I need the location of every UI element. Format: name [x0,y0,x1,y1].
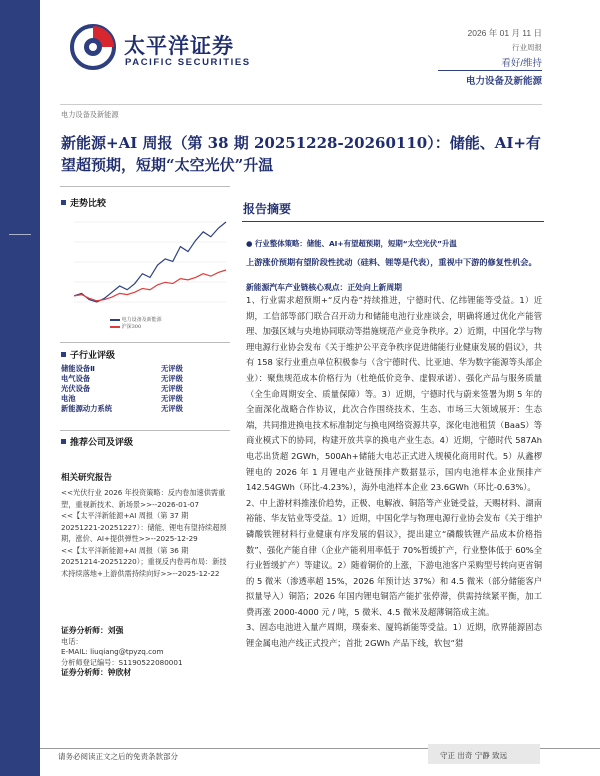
trend-chart [64,212,232,332]
header-divider [438,70,542,71]
footer-disclaimer: 请务必阅读正文之后的免责条款部分 [58,752,178,761]
rating-label: 看好/维持 [501,58,542,69]
sub-rating-name: 电池 [61,394,76,403]
related-report-link[interactable]: <<【太平洋新能源+AI 周报（第 36 期 20251214-20251220）；重视反内卷再布局：新技术持续落地+上游供需持续向好>>--2025-12-22 [61,545,227,578]
logo-mark-icon [70,24,116,70]
sub-rating-value: 无评级 [161,384,183,393]
assistant-name: 证券分析师：钟欣材 [61,668,132,677]
sidebar-divider [9,234,31,235]
sub-rating-name: 储能设备Ⅱ [61,364,95,373]
sub-rating-name: 电气设备 [61,374,91,383]
bullet-icon: ● [246,239,253,248]
sidebar [0,0,40,776]
sub-rating-value: 无评级 [161,364,183,373]
chart-legend [110,316,162,330]
abstract-lead: 上游涨价预期有望阶段性扰动（硅料、锂等是代表），重视中下游的修复性机会。 [246,257,537,267]
left-rule-1 [60,186,230,187]
sub-rating-value: 无评级 [161,404,183,413]
company-logo [70,24,270,74]
sub-rating-row [61,394,221,404]
sub-rating-row [61,384,221,394]
trend-heading: 走势比较 [61,196,106,209]
related-list [61,487,227,579]
analyst-email: E-MAIL: liuqiang@tpyzq.com [61,647,164,656]
related-report-link[interactable]: <<【太平洋新能源+AI 周报（第 37 期 20251221-20251227）：储能、锂电有望持续超预期，涨价、AI+提供弹性>>--2025-12-29 [61,511,227,543]
legend-item: 电力设备及新能源 [110,316,162,323]
report-date: 2026 年 01 月 11 日 [467,28,542,38]
left-category: 电力设备及新能源 [61,110,119,119]
related-heading: 相关研究报告 [61,473,113,483]
left-rule-2 [60,342,230,343]
sub-rating-table [61,364,221,414]
chart-series-line-1 [74,270,226,301]
sub-rating-name: 新能源动力系统 [61,404,113,413]
report-type: 行业周报 [512,43,542,52]
sub-rating-row [61,374,221,384]
abstract-para-2: 2、中上游材料推涨价趋势，正极、电解液、铜箔等产业链受益，天赐材料、湖南裕能、华友钴业等受益。1）近期，中国化学与物理电源行业协会发布《关于维护磷酸铁锂材料行业健康有序发展的倡议》，提出建立“磷酸铁锂产品成本价格指数”、强化产能自律（企业产能利用率低于 70%暂缓扩产，行业整体低于 60%全行业暂缓扩产）等建议。2）随着铜价的上涨，下游电池客户采购型号转向更省铜的 5 微米（渗透率超 15%，2026 年预计达 37%）和 4.5 微米（部分储能客户拟量导入）铜箔；2026 年国内锂电铜箔产能扩张停滞，供需持续紧平衡，加工费再涨 2000-4000 元 / 吨，5 微米、4.5 微米及超薄铜箔成主流。 [246,497,542,617]
analyst-block [61,626,231,679]
page-title: 新能源+AI 周报（第 38 期 20251228-20260110）：储能、AI+有望超预期，短期“太空光伏”升温 [61,134,541,174]
sub-rating-value: 无评级 [161,394,183,403]
logo-en-text: PACIFIC SECURITIES [125,57,251,68]
square-bullet-icon [61,439,66,444]
sub-rating-value: 无评级 [161,374,183,383]
analyst-name: 证券分析师：刘强 [61,626,124,635]
left-rule-3 [60,430,230,431]
square-bullet-icon [61,352,66,357]
related-report-link[interactable]: <<光伏行业 2026 年投资策略：反内卷加速供需重塑，重视新技术、新场景>>--2026-01-07 [61,488,226,509]
abstract-para-1: 1、行业需求超预期+“反内卷”持续推进，宁德时代、亿纬锂能等受益。1）近期，工信部等部门联合召开动力和储能电池行业座谈会，明确将通过优化产能管理、加强区域与央地协同联动等措施规范产业竞争秩序。2）近期，中国化学与物理电源行业协会发布《关于维护公平竞争秩序促进储能行业健康发展的倡议》，共有 158 家行业重点单位积极参与（含宁德时代、比亚迪、华为数字能源等头部企业）：聚焦规范成本价格行为（杜绝低价竞争、虚假承诺）、强化产品与服务质量（全生命周期安全、质量保障）等。3）近期，宁德时代与蔚来签署为期 5 年的全面深化战略合作协议，此次合作围绕技术、生态、市场三大领域展开：生态端，共同推进换电技术标准制定与换电网络资源共享，深化电池租赁（BaaS）等商业模式下的协同，构建开放共享的换电产业生态。4）近期，宁德时代 587Ah 电芯出货超 2GWh，500Ah+储能大电芯正式进入规模化商用时代。5）从鑫椤锂电的 2026 年 1 月锂电产业链预排产数据显示，国内电池样本企业预排产 142.54GWh（环比-4.23%），海外电池样本企业 23.6GWh（环比-0.63%）。 [246,295,542,493]
trend-chart-svg [64,212,232,332]
abstract-body [246,293,542,743]
footer-motto: 守正 出奇 宁静 致远 [440,751,508,760]
sub-rating-row [61,364,221,374]
abstract-para-3: 3、固态电池进入量产周期，璞泰来、厦钨新能等受益。1）近期，欣界能源固态锂金属电池产线正式投产；首批 2GWh 产品下线，软包“猎 [246,622,542,649]
abstract-rule [242,221,544,222]
legend-item: 沪深300 [110,323,162,330]
analyst-cert: 分析师登记编号：S1190522080001 [61,657,183,667]
abstract-heading: 报告摘要 [243,202,292,216]
analyst-phone: 电话： [61,636,83,646]
sub-rating-name: 光伏设备 [61,384,91,393]
industry-label: 电力设备及新能源 [465,76,542,87]
abstract-sub: 新能源汽车产业链核心观点：正处向上新周期 [246,283,402,292]
square-bullet-icon [61,200,66,205]
strategy-bullet: ● 行业整体策略：储能、AI+有望超预期，短期“太空光伏”升温 [246,239,457,248]
logo-cn-text: 太平洋证券 [124,34,234,58]
sub-rating-heading: 子行业评级 [61,348,115,361]
recommend-heading: 推荐公司及评级 [61,435,133,448]
top-rule [60,104,542,105]
sub-rating-row [61,404,221,414]
